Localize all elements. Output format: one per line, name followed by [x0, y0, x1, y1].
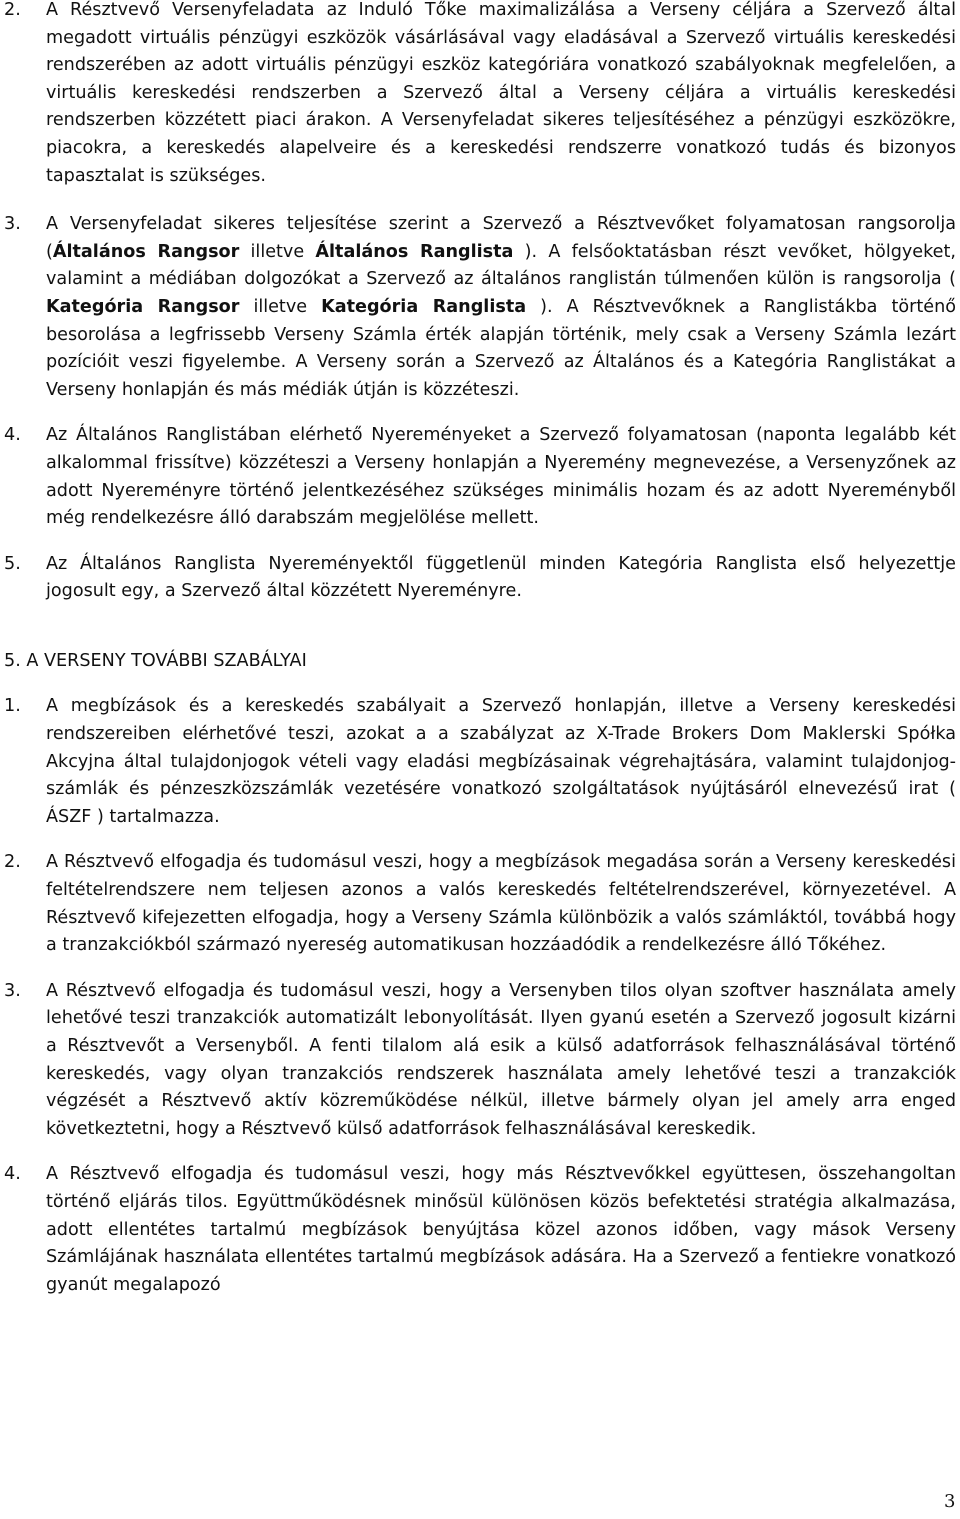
text-run: illetve: [239, 241, 316, 262]
bold-term: Kategória Rangsor: [46, 296, 240, 317]
item-text: [46, 211, 956, 404]
page-number: 3: [944, 1491, 956, 1512]
item-text: A Résztvevő Versenyfeladata az Induló Tőke maximalizálása a Verseny céljára a Szervező által megadott virtuális pénzügyi eszközök vásárlásával vagy eladásával a Szervező virtuális kereskedési rendszerében az adott virtuális pénzügyi eszköz kategóriára vonatkozó szabályoknak megfelelően, a virtuális kereskedési rendszerben a Szervező által a Verseny céljára a virtuális kereskedési rendszerben közzétett piaci árakon. A Versenyfeladat sikeres teljesítéséhez a pénzügyi eszközökre, piacokra, a kereskedés alapelveire és a kereskedési rendszerre vonatkozó tudás és bizonyos tapasztalat is szükséges.: [46, 0, 956, 186]
item-number: 2.: [4, 0, 21, 20]
list-item: [0, 693, 956, 831]
text-run: ). A felsőoktatásban részt vevőket, hölgyeket, valamint a médiában dolgozókat a Szervező az általános ranglistán túlmenően külön is rangsorolja (: [46, 241, 956, 290]
item-text: Az Általános Ranglista Nyereményektől függetlenül minden Kategória Ranglista első helyezettje jogosult egy, a Szervező által közzétett Nyereményre.: [46, 553, 956, 602]
bold-term: Általános Rangsor: [52, 241, 240, 262]
item-number: 1.: [4, 696, 21, 717]
section-heading: 5. A VERSENY TOVÁBBI SZABÁLYAI: [4, 650, 307, 671]
bold-term: Általános Ranglista: [315, 241, 514, 262]
text-run: illetve: [239, 296, 322, 317]
item-number: 5.: [4, 553, 21, 574]
text-run: A Versenyfeladat sikeres teljesítése szerint a Szervező a Résztvevőket folyamatosan rangsorolja (: [46, 214, 956, 262]
list-item: [0, 422, 956, 532]
item-text: Az Általános Ranglistában elérhető Nyereményeket a Szervező folyamatosan (naponta legalább két alkalommal frissítve) közzéteszi a Verseny honlapján a Nyeremény megnevezése, a Versenyzőnek az adott Nyereményre történő jelentkezéséhez szükséges minimális hozam és az adott Nyereményből még rendelkezésre álló darabszám megjelölése mellett.: [46, 425, 956, 529]
list-item: [0, 0, 956, 190]
item-number: 4.: [4, 425, 21, 446]
item-number: 2.: [4, 852, 21, 873]
item-number: 3.: [4, 214, 21, 235]
item-number: 3.: [4, 980, 21, 1001]
item-text: A Résztvevő elfogadja és tudomásul veszi, hogy más Résztvevőkkel együttesen, összehangoltan történő eljárás tilos. Együttműködésnek minősül különösen közös befektetési stratégia alkalmazása, adott ellentétes tartalmú megbízások benyújtása közel azonos időben, vagy mások Verseny Számlájának használata ellentétes tartalmú megbízások adására. Ha a Szervező a fentiekre vonatkozó gyanút megalapozó: [46, 1164, 956, 1295]
text-run: ). A Résztvevőknek a Ranglistákba történő besorolása a legfrissebb Verseny Számla érték alapján történik, mely csak a Verseny Számla lezárt pozícióit veszi figyelembe. A Verseny során a Szervező az Általános és a Kategória Ranglistákat a Verseny honlapján és más médiák útján is közzéteszi.: [46, 296, 957, 400]
list-item: [0, 978, 956, 1144]
list-item: [0, 551, 956, 606]
list-item: [0, 211, 956, 404]
item-text: A megbízások és a kereskedés szabályait a Szervező honlapján, illetve a Verseny kereskedési rendszereiben elérhetővé teszi, azokat a a szabályzat az X-Trade Brokers Dom Maklerski Spółka Akcyjna által tulajdonjogok vételi vagy eladási megbízásainak végrehajtására, valamint tulajdonjog-számlák és pénzeszközszámlák vezetésére vonatkozó szolgáltatások nyújtásáról elnevezésű irat ( ÁSZF ) tartalmazza.: [46, 696, 956, 827]
item-text: A Résztvevő elfogadja és tudomásul veszi, hogy a megbízások megadása során a Verseny kereskedési feltételrendszere nem teljesen azonos a valós kereskedés feltételrendszerével, környezetével. A Résztvevő kifejezetten elfogadja, hogy a Verseny Számla különbözik a valós számláktól, továbbá hogy a tranzakciókból származó nyereség automatikusan hozzáadódik a rendelkezésre álló Tőkéhez.: [46, 852, 956, 956]
list-item: [0, 849, 956, 959]
item-text: A Résztvevő elfogadja és tudomásul veszi, hogy a Versenyben tilos olyan szoftver használata amely lehetővé teszi tranzakciók automatizált lebonyolítását. Ilyen gyanú esetén a Szervező jogosult kizárni a Résztvevőt a Versenyből. A fenti tilalom alá esik a külső adatforrások felhasználásával történő kereskedés, vagy olyan tranzakciós rendszerek használata amely lehetővé teszi a tranzakciók végzését a Résztvevő aktív közreműködése nélkül, illetve bármely olyan jel amely arra enged következtetni, hogy a Résztvevő külső adatforrások felhasználásával kereskedik.: [46, 980, 956, 1139]
list-item: [0, 1161, 956, 1299]
item-number: 4.: [4, 1164, 21, 1185]
bold-term: Kategória Ranglista: [321, 296, 527, 317]
